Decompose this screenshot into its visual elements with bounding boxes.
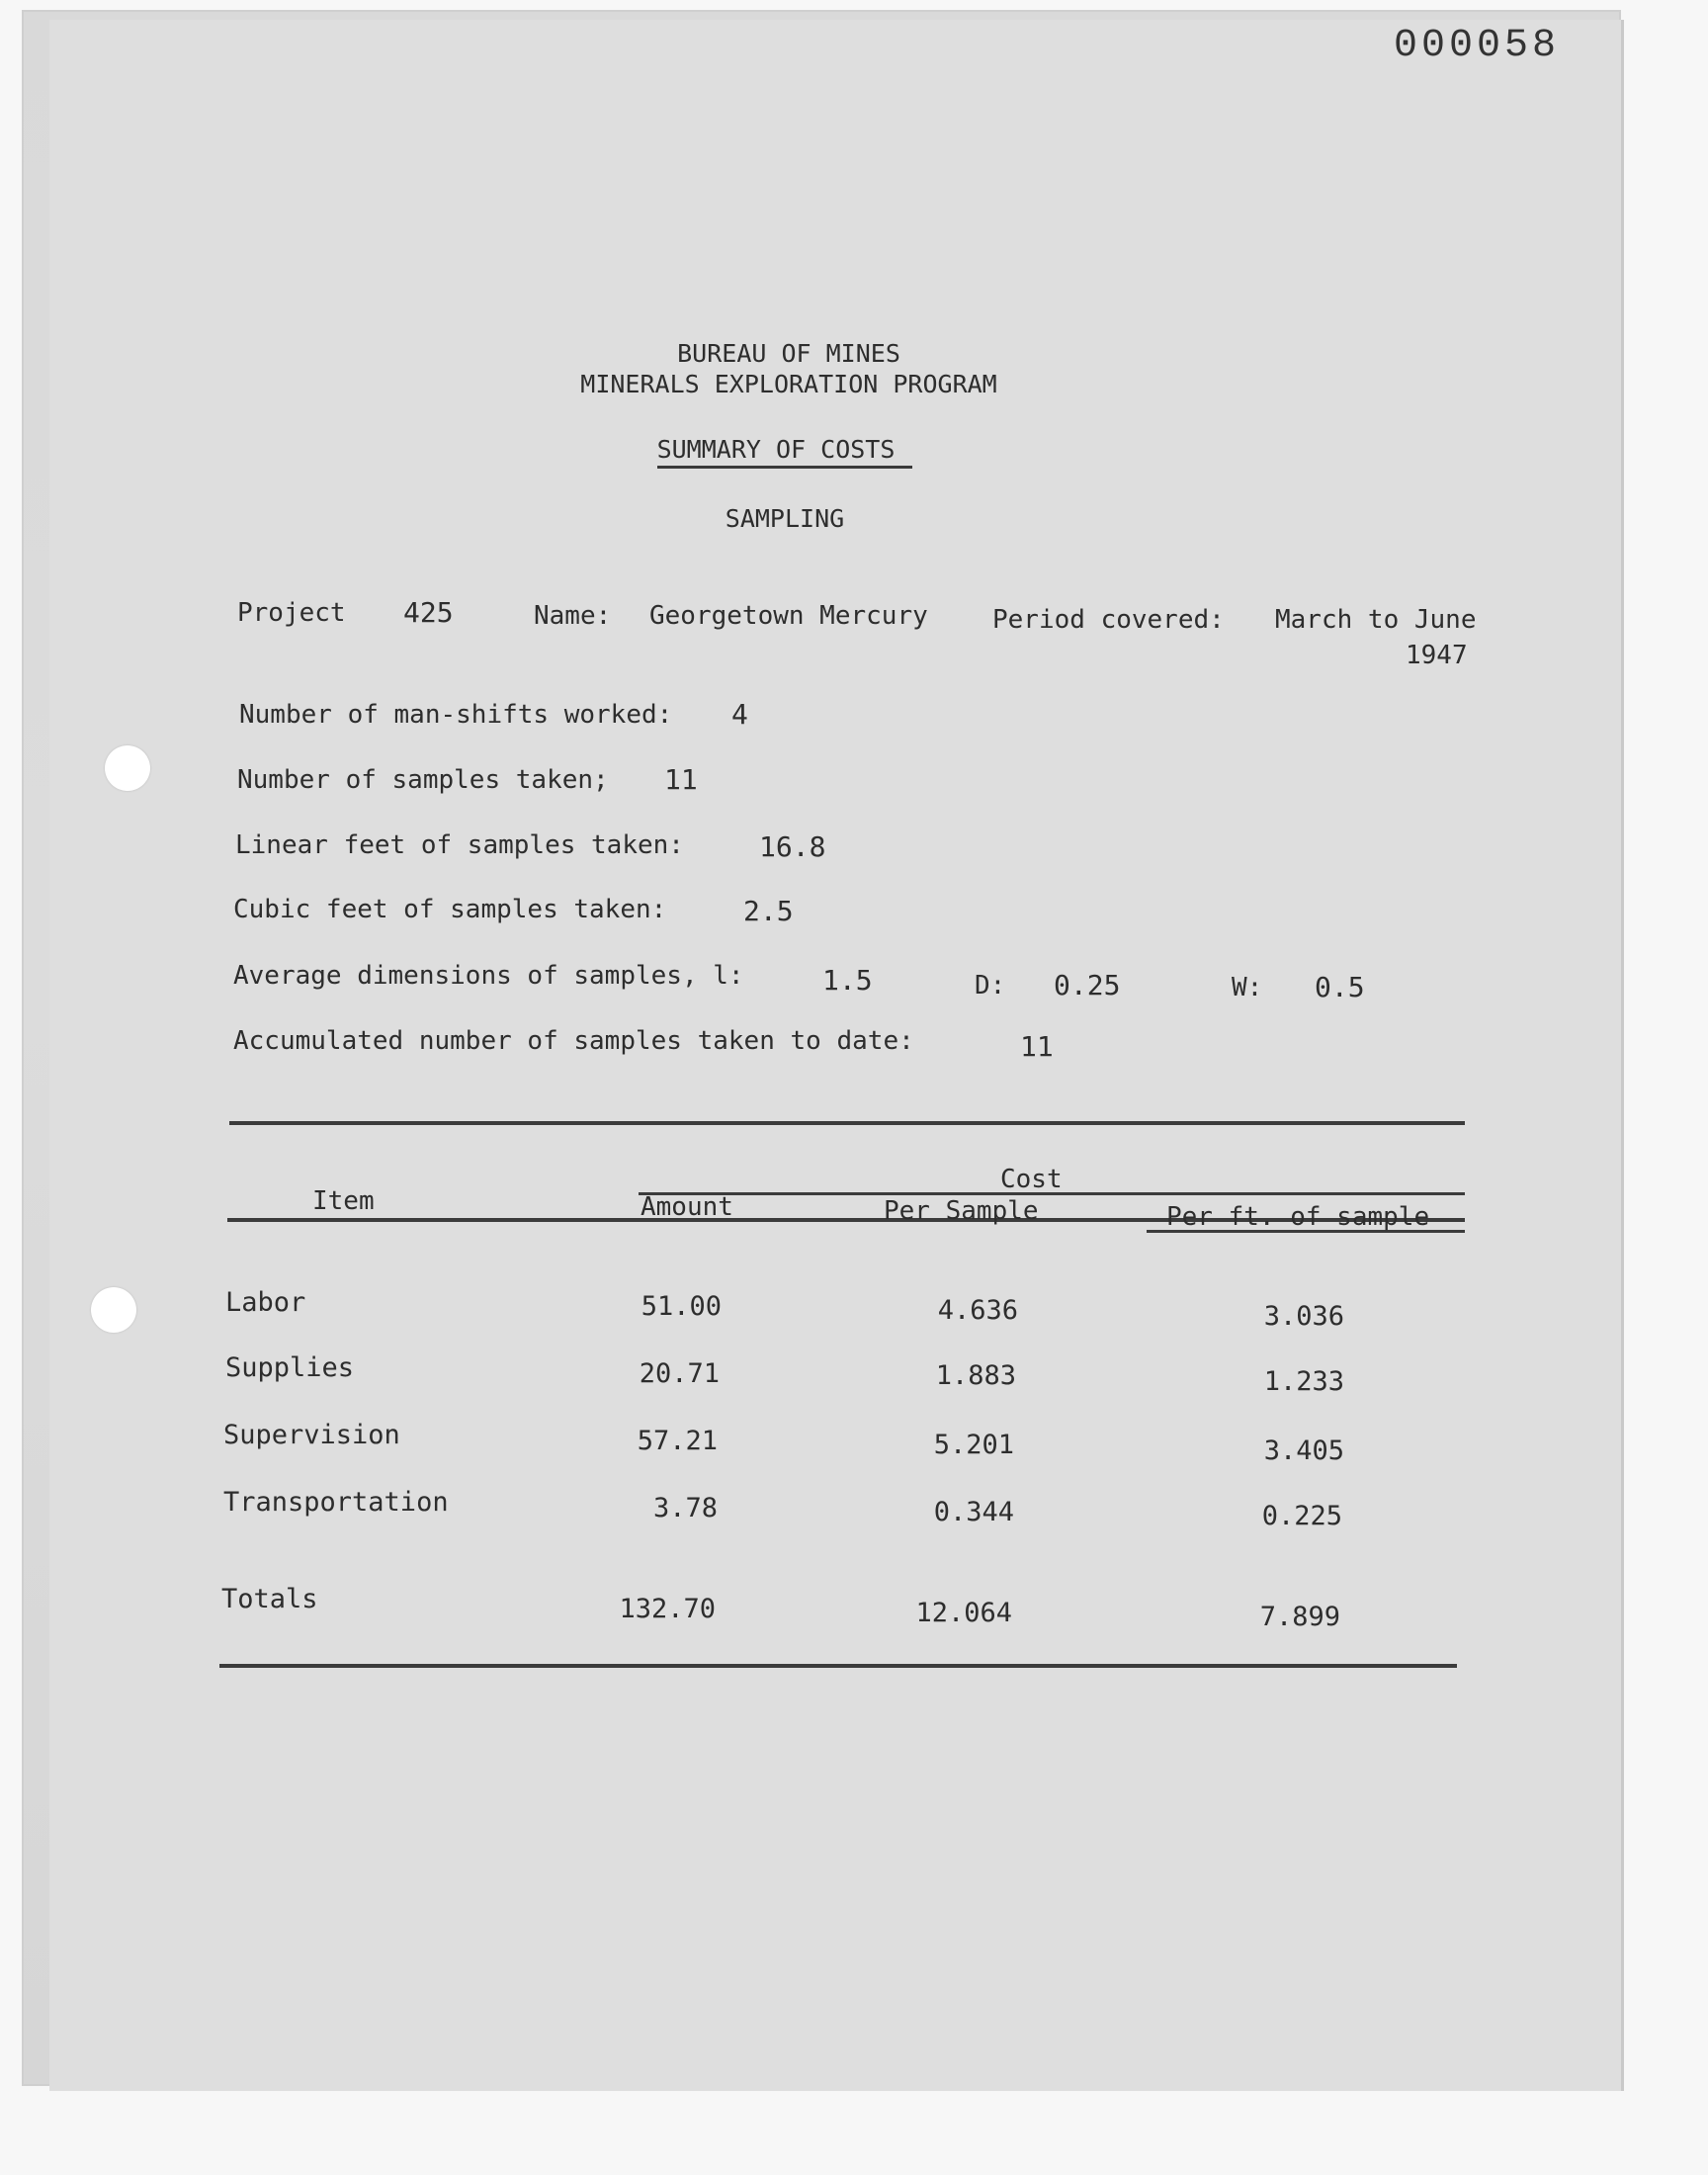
document-number: 000058 (1394, 24, 1561, 68)
row-per-sample: 5.201 (933, 1430, 1014, 1460)
table-bottom-rule (219, 1664, 1457, 1668)
section-heading: SAMPLING (725, 504, 845, 533)
row-per-ft: 0.225 (1261, 1501, 1342, 1531)
agency-heading: BUREAU OF MINES (677, 339, 900, 368)
totals-per-sample: 12.064 (915, 1598, 1012, 1628)
totals-per-ft: 7.899 (1259, 1602, 1340, 1632)
linear-feet-label: Linear feet of samples taken: (235, 830, 684, 860)
row-per-ft: 1.233 (1263, 1366, 1344, 1397)
accumulated-label: Accumulated number of samples taken to date: (233, 1026, 914, 1056)
period-value: March to June (1275, 605, 1477, 635)
cubic-feet-value: 2.5 (743, 895, 794, 927)
totals-label: Totals (221, 1584, 318, 1614)
width-label: W: (1232, 973, 1263, 1002)
man-shifts-label: Number of man-shifts worked: (239, 700, 673, 730)
cost-group-header: Cost (1000, 1165, 1063, 1194)
man-shifts-value: 4 (731, 698, 748, 731)
item-column-header: Item (312, 1186, 375, 1216)
depth-label: D: (975, 971, 1006, 1000)
row-per-ft: 3.405 (1263, 1436, 1344, 1466)
row-item: Supplies (225, 1352, 355, 1383)
per-ft-column-header: Per ft. of sample (1166, 1202, 1430, 1232)
samples-taken-label: Number of samples taken; (237, 765, 609, 795)
project-number: 425 (403, 596, 454, 629)
row-amount: 3.78 (652, 1493, 718, 1523)
program-heading: MINERALS EXPLORATION PROGRAM (580, 370, 997, 398)
period-year: 1947 (1406, 641, 1468, 670)
amount-column-header: Amount (640, 1192, 733, 1222)
width-value: 0.5 (1315, 971, 1365, 1003)
project-name: Georgetown Mercury (649, 601, 928, 631)
totals-amount: 132.70 (619, 1594, 716, 1624)
samples-taken-value: 11 (664, 763, 698, 796)
row-amount: 51.00 (640, 1291, 722, 1322)
row-per-sample: 1.883 (935, 1360, 1016, 1391)
row-per-sample: 4.636 (937, 1295, 1018, 1326)
row-amount: 57.21 (637, 1426, 718, 1456)
summary-title-text: SUMMARY OF COSTS (657, 435, 913, 469)
per-sample-column-header: Per Sample (884, 1196, 1039, 1226)
period-label: Period covered: (992, 605, 1225, 635)
avg-length-value: 1.5 (822, 964, 873, 997)
table-top-rule (229, 1121, 1465, 1125)
punch-hole-upper (105, 745, 150, 791)
name-label: Name: (534, 601, 612, 631)
avg-dimensions-label: Average dimensions of samples, l: (233, 961, 744, 991)
row-item: Supervision (223, 1420, 400, 1450)
row-item: Labor (225, 1287, 306, 1318)
depth-value: 0.25 (1054, 969, 1121, 1001)
row-item: Transportation (223, 1487, 449, 1518)
cubic-feet-label: Cubic feet of samples taken: (233, 895, 667, 924)
row-amount: 20.71 (639, 1358, 720, 1389)
punch-hole-lower (91, 1287, 136, 1333)
row-per-sample: 0.344 (933, 1497, 1014, 1527)
row-per-ft: 3.036 (1263, 1301, 1344, 1332)
accumulated-value: 11 (1020, 1030, 1054, 1063)
linear-feet-value: 16.8 (759, 830, 826, 863)
summary-title (0, 435, 1639, 464)
project-label: Project (237, 598, 346, 628)
